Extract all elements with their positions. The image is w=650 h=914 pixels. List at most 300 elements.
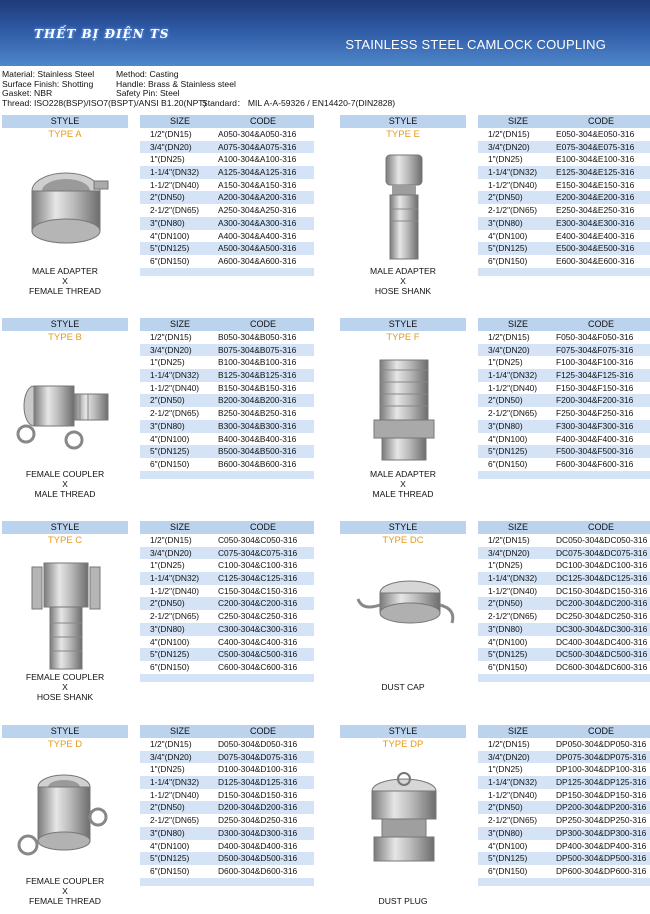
- table-row: [478, 789, 650, 802]
- size-cell: 1-1/4"(DN32): [488, 777, 538, 788]
- code-cell: B125-304&B125-316: [218, 370, 297, 381]
- table-row: [140, 636, 314, 649]
- type-name: TYPE C: [47, 535, 83, 546]
- spec-thread: Thread: ISO228(BSP)/ISO7(BSPT)/ANSI B1.20(NPT): [2, 97, 207, 108]
- size-cell: 6"(DN150): [488, 458, 528, 469]
- table-row: [478, 623, 650, 636]
- table-row: [478, 840, 650, 853]
- table-row: [140, 789, 314, 802]
- table-row: [478, 661, 650, 674]
- product-block: [2, 725, 327, 914]
- code-cell: DP500-304&DP500-316: [556, 853, 647, 864]
- code-cell: E600-304&E600-316: [556, 255, 635, 266]
- table-row: [140, 801, 314, 814]
- table-row: [140, 331, 314, 344]
- code-cell: F075-304&F075-316: [556, 344, 634, 355]
- table-row: [478, 801, 650, 814]
- type-description: [2, 877, 128, 906]
- size-cell: 1-1/2"(DN40): [488, 789, 538, 800]
- code-cell: B300-304&B300-316: [218, 420, 297, 431]
- type-name: TYPE DC: [382, 535, 424, 546]
- table-row: [478, 610, 650, 623]
- code-cell: F600-304&F600-316: [556, 458, 634, 469]
- description-line: X: [62, 681, 68, 692]
- table-row: [140, 763, 314, 776]
- size-cell: 2-1/2"(DN65): [150, 611, 200, 622]
- code-cell: C500-304&C500-316: [218, 649, 298, 660]
- code-cell: DC250-304&DC250-316: [556, 611, 648, 622]
- type-description: [340, 877, 466, 906]
- style-column: [340, 725, 466, 914]
- table-row: [478, 420, 650, 433]
- description-line: [340, 693, 466, 703]
- table-row: [478, 763, 650, 776]
- code-cell: A400-304&A400-316: [218, 230, 297, 241]
- code-header: CODE: [250, 522, 277, 532]
- table-row: [478, 141, 650, 154]
- code-cell: F150-304&F150-316: [556, 382, 634, 393]
- code-cell: C100-304&C100-316: [218, 560, 298, 571]
- code-cell: E150-304&E150-316: [556, 179, 635, 190]
- size-cell: 4"(DN100): [150, 840, 190, 851]
- type-description: [340, 267, 466, 296]
- size-cell: 3"(DN80): [150, 623, 185, 634]
- table-row: [478, 242, 650, 255]
- description-line: X: [62, 885, 68, 896]
- size-cell: 1"(DN25): [488, 560, 523, 571]
- code-cell: A100-304&A100-316: [218, 154, 297, 165]
- table-row: [478, 433, 650, 446]
- code-cell: DC200-304&DC200-316: [556, 598, 648, 609]
- type-name: TYPE F: [386, 332, 420, 343]
- size-cell: 4"(DN100): [488, 230, 528, 241]
- size-cell: 4"(DN100): [150, 230, 190, 241]
- size-cell: 2"(DN50): [150, 395, 185, 406]
- size-header: SIZE: [508, 522, 529, 532]
- table-row: [478, 559, 650, 572]
- spec-handle: Handle: Brass & Stainless steel: [116, 78, 236, 89]
- size-cell: 2-1/2"(DN65): [488, 815, 538, 826]
- size-cell: 3/4"(DN20): [150, 751, 192, 762]
- size-cell: 5"(DN125): [488, 446, 528, 457]
- size-cell: 1"(DN25): [488, 154, 523, 165]
- description-line: X: [400, 478, 406, 489]
- table-footer: [478, 268, 650, 276]
- table-row: [478, 751, 650, 764]
- code-cell: B100-304&B100-316: [218, 357, 297, 368]
- table-row: [478, 852, 650, 865]
- description-line: X: [400, 275, 406, 286]
- size-cell: 2"(DN50): [150, 598, 185, 609]
- type-name: TYPE B: [48, 332, 82, 343]
- code-cell: A600-304&A600-316: [218, 255, 297, 266]
- code-cell: DC500-304&DC500-316: [556, 649, 648, 660]
- code-cell: DP300-304&DP300-316: [556, 827, 647, 838]
- description-line: HOSE SHANK: [36, 691, 94, 702]
- table-row: [478, 191, 650, 204]
- size-code-table: [478, 521, 650, 682]
- size-cell: 5"(DN125): [488, 649, 528, 660]
- size-cell: 6"(DN150): [150, 661, 190, 672]
- style-column: [2, 115, 128, 310]
- size-cell: 1/2"(DN15): [150, 129, 192, 139]
- code-cell: F250-304&F250-316: [556, 408, 634, 419]
- table-row: [478, 331, 650, 344]
- size-cell: 5"(DN125): [150, 243, 190, 254]
- style-header: STYLE: [340, 725, 466, 738]
- coupling-b-icon: [14, 350, 118, 468]
- code-cell: C400-304&C400-316: [218, 636, 298, 647]
- table-row: [478, 547, 650, 560]
- table-row: [478, 407, 650, 420]
- product-block: [340, 318, 650, 513]
- size-cell: 1-1/2"(DN40): [150, 585, 200, 596]
- style-header: STYLE: [2, 115, 128, 128]
- size-cell: 6"(DN150): [488, 661, 528, 672]
- dust-plug-icon: [352, 757, 456, 875]
- product-block: [2, 521, 327, 716]
- type-name: TYPE E: [386, 129, 420, 140]
- code-cell: A500-304&A500-316: [218, 243, 297, 254]
- table-row: [140, 407, 314, 420]
- code-cell: C200-304&C200-316: [218, 598, 298, 609]
- spec-method: Method: Casting: [116, 69, 179, 79]
- size-cell: 1/2"(DN15): [150, 535, 192, 545]
- code-cell: E250-304&E250-316: [556, 205, 635, 216]
- size-header: SIZE: [170, 116, 191, 126]
- size-cell: 1-1/4"(DN32): [488, 167, 538, 178]
- size-cell: 1/2"(DN15): [488, 129, 530, 139]
- size-cell: 1"(DN25): [150, 154, 185, 165]
- code-header: CODE: [250, 726, 277, 736]
- table-row: [478, 597, 650, 610]
- code-cell: D300-304&D300-316: [218, 827, 298, 838]
- description-line: FEMALE COUPLER: [25, 672, 105, 682]
- code-cell: DC100-304&DC100-316: [556, 560, 648, 571]
- style-column: [340, 115, 466, 310]
- table-row: [140, 814, 314, 827]
- description-line: FEMALE THREAD: [29, 895, 101, 906]
- size-cell: 6"(DN150): [150, 255, 190, 266]
- description-line: HOSE SHANK: [374, 285, 432, 296]
- code-cell: D125-304&D125-316: [218, 777, 298, 788]
- code-cell: A150-304&A150-316: [218, 179, 297, 190]
- table-row: [140, 242, 314, 255]
- table-row: [478, 128, 650, 141]
- code-cell: F500-304&F500-316: [556, 446, 634, 457]
- size-cell: 1-1/4"(DN32): [150, 370, 200, 381]
- code-cell: D600-304&D600-316: [218, 865, 298, 876]
- table-row: [478, 344, 650, 357]
- type-name: TYPE A: [48, 129, 82, 140]
- table-row: [478, 572, 650, 585]
- code-cell: DC125-304&DC125-316: [556, 573, 648, 584]
- table-header: [478, 725, 650, 738]
- page-title: STAINLESS STEEL CAMLOCK COUPLING: [345, 37, 606, 52]
- code-cell: DP075-304&DP075-316: [556, 751, 647, 762]
- size-header: SIZE: [170, 726, 191, 736]
- code-header: CODE: [588, 319, 615, 329]
- code-cell: F300-304&F300-316: [556, 420, 634, 431]
- size-cell: 3/4"(DN20): [488, 751, 530, 762]
- code-cell: E125-304&E125-316: [556, 167, 635, 178]
- code-cell: DP050-304&DP050-316: [556, 739, 647, 749]
- table-row: [478, 776, 650, 789]
- code-cell: D050-304&D050-316: [218, 739, 298, 749]
- table-row: [140, 141, 314, 154]
- code-cell: E075-304&E075-316: [556, 141, 635, 152]
- size-cell: 1/2"(DN15): [488, 332, 530, 342]
- table-row: [140, 458, 314, 471]
- code-cell: E050-304&E050-316: [556, 129, 635, 139]
- table-row: [140, 179, 314, 192]
- size-cell: 1-1/2"(DN40): [150, 382, 200, 393]
- table-row: [140, 356, 314, 369]
- size-cell: 2"(DN50): [488, 192, 523, 203]
- code-cell: C075-304&C075-316: [218, 547, 298, 558]
- size-code-table: [478, 318, 650, 479]
- size-cell: 3"(DN80): [150, 420, 185, 431]
- style-column: [340, 318, 466, 513]
- code-cell: F400-304&F400-316: [556, 433, 634, 444]
- size-cell: 3/4"(DN20): [150, 547, 192, 558]
- size-cell: 3"(DN80): [488, 623, 523, 634]
- size-cell: 3"(DN80): [488, 827, 523, 838]
- table-row: [140, 433, 314, 446]
- size-code-table: [140, 318, 314, 479]
- style-header: STYLE: [2, 725, 128, 738]
- coupling-f-icon: [352, 350, 456, 468]
- size-cell: 2-1/2"(DN65): [488, 408, 538, 419]
- table-row: [140, 751, 314, 764]
- code-header: CODE: [250, 116, 277, 126]
- table-row: [478, 585, 650, 598]
- table-row: [478, 382, 650, 395]
- style-header: STYLE: [2, 318, 128, 331]
- code-header: CODE: [588, 726, 615, 736]
- table-row: [478, 648, 650, 661]
- table-row: [140, 572, 314, 585]
- product-block: [340, 725, 650, 914]
- style-header: STYLE: [2, 521, 128, 534]
- code-cell: B050-304&B050-316: [218, 332, 297, 342]
- size-cell: 2"(DN50): [488, 395, 523, 406]
- table-row: [140, 394, 314, 407]
- size-cell: 1-1/2"(DN40): [488, 179, 538, 190]
- code-header: CODE: [588, 116, 615, 126]
- size-cell: 1"(DN25): [150, 764, 185, 775]
- table-row: [478, 217, 650, 230]
- description-line: DUST PLUG: [378, 895, 428, 906]
- description-line: X: [62, 275, 68, 286]
- code-cell: E100-304&E100-316: [556, 154, 635, 165]
- table-header: [478, 115, 650, 128]
- code-cell: E200-304&E200-316: [556, 192, 635, 203]
- code-header: CODE: [250, 319, 277, 329]
- size-cell: 6"(DN150): [488, 865, 528, 876]
- coupling-e-icon: [352, 147, 456, 265]
- brand-logo: THẾT BỊ ĐIỆN TS: [34, 27, 170, 41]
- code-cell: DP150-304&DP150-316: [556, 789, 647, 800]
- code-cell: F200-304&F200-316: [556, 395, 634, 406]
- table-row: [140, 344, 314, 357]
- table-row: [140, 382, 314, 395]
- code-cell: DP100-304&DP100-316: [556, 764, 647, 775]
- size-cell: 1-1/4"(DN32): [150, 167, 200, 178]
- table-row: [478, 738, 650, 751]
- table-row: [140, 661, 314, 674]
- table-row: [478, 179, 650, 192]
- code-cell: DP200-304&DP200-316: [556, 802, 647, 813]
- product-block: [2, 115, 327, 310]
- table-header: [140, 725, 314, 738]
- code-cell: DC150-304&DC150-316: [556, 585, 648, 596]
- size-cell: 1-1/2"(DN40): [488, 585, 538, 596]
- size-code-table: [140, 115, 314, 276]
- coupling-c-icon: [14, 553, 118, 671]
- code-cell: DC300-304&DC300-316: [556, 623, 648, 634]
- size-cell: 1-1/4"(DN32): [488, 370, 538, 381]
- size-cell: 3/4"(DN20): [150, 344, 192, 355]
- table-footer: [478, 471, 650, 479]
- description-line: MALE ADAPTER: [370, 469, 436, 479]
- description-line: FEMALE COUPLER: [25, 469, 105, 479]
- size-cell: 3"(DN80): [488, 420, 523, 431]
- table-row: [478, 827, 650, 840]
- table-row: [140, 623, 314, 636]
- size-cell: 3"(DN80): [150, 827, 185, 838]
- table-row: [140, 865, 314, 878]
- code-cell: F100-304&F100-316: [556, 357, 634, 368]
- code-cell: B075-304&B075-316: [218, 344, 297, 355]
- table-row: [140, 255, 314, 268]
- table-row: [478, 636, 650, 649]
- code-cell: E500-304&E500-316: [556, 243, 635, 254]
- table-footer: [140, 878, 314, 886]
- type-description: [340, 673, 466, 702]
- size-cell: 5"(DN125): [488, 853, 528, 864]
- size-cell: 4"(DN100): [488, 840, 528, 851]
- table-row: [140, 559, 314, 572]
- table-row: [478, 534, 650, 547]
- table-row: [140, 128, 314, 141]
- table-row: [478, 865, 650, 878]
- spec-gasket: Gasket: NBR: [2, 88, 53, 99]
- description-line: DUST CAP: [381, 681, 425, 692]
- table-header: [140, 521, 314, 534]
- type-description: [2, 673, 128, 702]
- code-cell: DC400-304&DC400-316: [556, 636, 648, 647]
- table-row: [478, 394, 650, 407]
- code-cell: A250-304&A250-316: [218, 205, 297, 216]
- size-cell: 1"(DN25): [488, 357, 523, 368]
- size-cell: 5"(DN125): [488, 243, 528, 254]
- code-cell: D150-304&D150-316: [218, 789, 298, 800]
- code-cell: C125-304&C125-316: [218, 573, 298, 584]
- code-cell: D075-304&D075-316: [218, 751, 298, 762]
- table-footer: [140, 674, 314, 682]
- spec-summary: [2, 70, 648, 108]
- coupling-a-icon: [14, 147, 118, 265]
- size-cell: 1/2"(DN15): [488, 739, 530, 749]
- size-code-table: [140, 521, 314, 682]
- size-cell: 2-1/2"(DN65): [488, 611, 538, 622]
- size-cell: 3"(DN80): [150, 217, 185, 228]
- size-cell: 2-1/2"(DN65): [150, 408, 200, 419]
- size-cell: 6"(DN150): [488, 255, 528, 266]
- table-row: [478, 153, 650, 166]
- code-cell: F125-304&F125-316: [556, 370, 634, 381]
- table-row: [140, 445, 314, 458]
- size-cell: 1-1/4"(DN32): [150, 573, 200, 584]
- code-cell: F050-304&F050-316: [556, 332, 634, 342]
- table-row: [478, 230, 650, 243]
- size-cell: 2-1/2"(DN65): [150, 815, 200, 826]
- table-row: [478, 814, 650, 827]
- table-row: [478, 356, 650, 369]
- table-row: [140, 166, 314, 179]
- description-line: MALE THREAD: [34, 488, 96, 499]
- table-header: [140, 115, 314, 128]
- table-row: [140, 153, 314, 166]
- header-banner: [0, 0, 650, 66]
- code-header: CODE: [588, 522, 615, 532]
- table-header: [140, 318, 314, 331]
- code-cell: DC075-304&DC075-316: [556, 547, 648, 558]
- table-row: [478, 255, 650, 268]
- table-row: [140, 597, 314, 610]
- table-row: [140, 738, 314, 751]
- table-row: [140, 420, 314, 433]
- product-block: [340, 115, 650, 310]
- size-cell: 2"(DN50): [488, 598, 523, 609]
- table-footer: [140, 268, 314, 276]
- size-cell: 2-1/2"(DN65): [488, 205, 538, 216]
- code-cell: C250-304&C250-316: [218, 611, 298, 622]
- spec-material: Material: Stainless Steel: [2, 69, 95, 79]
- code-cell: D500-304&D500-316: [218, 853, 298, 864]
- code-cell: B150-304&B150-316: [218, 382, 297, 393]
- code-cell: B200-304&B200-316: [218, 395, 297, 406]
- type-name: TYPE D: [47, 739, 83, 750]
- type-description: [2, 470, 128, 499]
- description-line: [340, 877, 466, 887]
- size-cell: 1"(DN25): [488, 764, 523, 775]
- code-cell: C600-304&C600-316: [218, 661, 298, 672]
- table-row: [140, 648, 314, 661]
- size-cell: 1/2"(DN15): [150, 739, 192, 749]
- table-row: [478, 445, 650, 458]
- code-cell: E400-304&E400-316: [556, 230, 635, 241]
- table-row: [140, 840, 314, 853]
- table-row: [478, 369, 650, 382]
- table-header: [478, 318, 650, 331]
- description-line: MALE ADAPTER: [370, 266, 436, 276]
- type-description: [2, 267, 128, 296]
- size-header: SIZE: [170, 522, 191, 532]
- size-cell: 6"(DN150): [150, 458, 190, 469]
- code-cell: E300-304&E300-316: [556, 217, 635, 228]
- spec-pin: Safety Pin: Steel: [116, 88, 180, 99]
- size-cell: 1-1/2"(DN40): [150, 179, 200, 190]
- size-cell: 5"(DN125): [150, 446, 190, 457]
- size-cell: 6"(DN150): [150, 865, 190, 876]
- size-header: SIZE: [508, 319, 529, 329]
- table-footer: [478, 878, 650, 886]
- size-code-table: [478, 115, 650, 276]
- code-cell: D100-304&D100-316: [218, 764, 298, 775]
- table-header: [478, 521, 650, 534]
